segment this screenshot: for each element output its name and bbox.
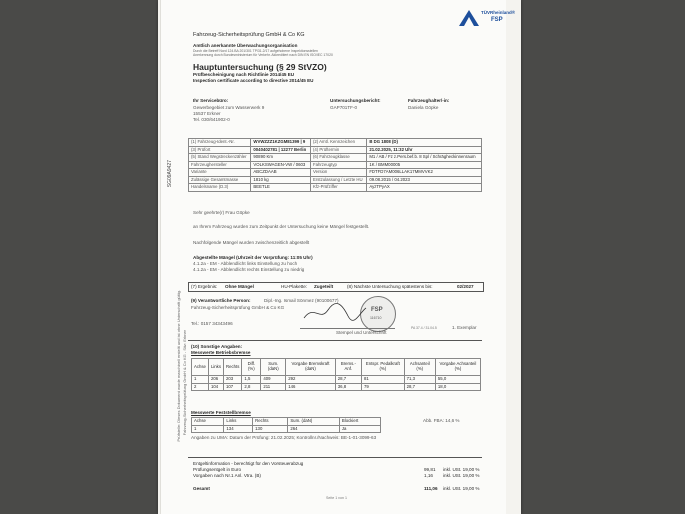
seal-number: 116710	[370, 316, 382, 320]
field-label: Version	[310, 169, 366, 177]
table-cell: 2	[192, 383, 209, 391]
signature	[300, 300, 370, 324]
table-cell: 107	[223, 383, 241, 391]
fixed-note: Nachfolgende Mängel wurden zwischenzeitlich abgestellt	[193, 240, 310, 245]
responsible-value: Dipl.-Ing. Ismail Sönmez (90100677)	[264, 298, 339, 303]
table-cell: 409	[261, 376, 286, 384]
field-value: 1810 kg	[251, 176, 311, 184]
table-cell: 134	[224, 425, 253, 433]
defect-item-1: 4.1.2a - EM - Abblendlicht links Einstellung zu hoch	[193, 261, 298, 266]
table-cell: 28,7	[335, 376, 361, 384]
plakette-label: HU-Plakette:	[281, 284, 308, 289]
field-label: Fahrzeugtyp	[310, 161, 366, 169]
column-header: Achse	[192, 418, 224, 426]
fee-amount: 99,81	[424, 467, 436, 472]
brake-table	[191, 358, 481, 391]
field-value: WVWZZZ1KZGM81399 | 9	[251, 139, 311, 147]
doc-code: PA 37.4 / 31.04.5	[411, 326, 437, 330]
table-cell: 211	[261, 383, 286, 391]
table-cell: 79	[362, 383, 405, 391]
defects-title: Abgestellte Mängel (Uhrzeit der Vorprüfung: 11:05 Uhr)	[193, 255, 313, 260]
field-value: BEETLE	[251, 184, 311, 192]
table-cell: 264	[288, 425, 340, 433]
column-header: Achse	[192, 359, 209, 376]
field-label: Handelsname (D.3)	[189, 184, 251, 192]
parking-table	[191, 417, 381, 433]
uma-info: Angaben zu UMA: Datum der Prüfung: 21.02.2025; Kontrollnr./Nachweis: BE-1-01-3099-63	[191, 435, 377, 440]
field-label: (5) Stand Wegstreckenzähler	[189, 154, 251, 162]
service-line-2: 15537 Erkner	[193, 111, 221, 116]
report-label: Untersuchungsbericht:	[330, 98, 381, 103]
field-value: 1K / BMM00005	[367, 161, 482, 169]
field-label: Zulässige Gesamtmasse	[189, 176, 251, 184]
table-cell: 1	[192, 376, 209, 384]
margin-serial: SG09A9427	[167, 160, 173, 188]
field-label: (3) Prüfort	[189, 146, 251, 154]
fee-label: Entgeltinformation - berechtigt für den Vorsteuerabzug	[193, 461, 304, 466]
fee-tax: inkl. USt. 19,00 %	[443, 467, 480, 472]
table-row	[192, 383, 481, 391]
field-label: Variante	[189, 169, 251, 177]
tuv-brand: TÜVRheinland®	[481, 10, 516, 15]
company-name: Fahrzeug-Sicherheitsprüfung GmbH & Co KG	[193, 32, 305, 38]
table-cell: 146	[286, 383, 336, 391]
field-value: VOLKSWAGEN-VW / 0603	[251, 161, 311, 169]
parking-title: Messwerte Feststellbremse	[191, 410, 251, 415]
field-label: (1) Fahrzeug-Ident.-Nr.	[189, 139, 251, 147]
report-value: GAP701TF-0	[330, 105, 358, 110]
field-label: Kfz-Prüfziffer	[310, 184, 366, 192]
service-line-3: Tel. 030/641902-0	[193, 117, 230, 122]
column-header: Vorgabe Achsanteil (%)	[435, 359, 480, 376]
org-title: Amtlich anerkannte Überwachungsorganisation	[193, 43, 298, 48]
margin-text-1: Prüfstelle: Dieses Dokument wurde maschinell erstellt und ist ohne Unterschrift gültig.	[176, 290, 181, 442]
column-header: Rechts	[253, 418, 288, 426]
abb-fba: Abb. FBA: 14,6 %	[423, 418, 460, 423]
column-header: Vorgabe Bremskraft (daN)	[286, 359, 336, 376]
table-cell: 2,8	[242, 383, 261, 391]
brakes-title: (10) Sonstige Angaben:	[191, 344, 243, 349]
table-cell: 292	[286, 376, 336, 384]
field-value: 90890 Km	[251, 154, 311, 162]
table-row	[189, 176, 482, 184]
field-value: 0040402781 | 12277 Berlin	[251, 146, 311, 154]
section-divider	[188, 340, 482, 341]
responsible-company: Fahrzeug-Sicherheitsprüfung GmbH & Co KG	[191, 305, 285, 310]
greeting: Sehr geehrte(r) Frau Göpke	[193, 210, 250, 215]
table-row	[192, 376, 481, 384]
column-header: Brems.-Anf.	[335, 359, 361, 376]
table-row	[189, 161, 482, 169]
table-row	[192, 425, 381, 433]
fee-label: Prüfungsentgelt in Euro	[193, 467, 242, 472]
table-cell: Ja	[339, 425, 380, 433]
field-label: Fahrzeughersteller	[189, 161, 251, 169]
fee-label: Vorgaben nach Nr.1 Anl. Vtra. (B)	[193, 473, 261, 478]
column-header: Achsanteil (%)	[404, 359, 435, 376]
org-line-1: Durch die Betreff Nord 124.BA 201/301 TP/31.2/17 aufgehobene Inspektionsstellen	[193, 49, 318, 53]
table-cell: 36,8	[335, 383, 361, 391]
field-value: M1 / AB / Fz z.Pers.bef.b. 8 Spl / Schrägheckinnenraum	[367, 154, 482, 162]
page-footer: Seite 1 von 1	[326, 496, 347, 500]
table-row	[189, 146, 482, 154]
field-label: Erstzulassung / Letzte HU	[310, 176, 366, 184]
field-value: FDTFD7AM006LLAK17MMVVK2	[367, 169, 482, 177]
fee-label: Gesamt	[193, 486, 210, 491]
field-label: (6) Fahrzeugklasse	[310, 154, 366, 162]
table-cell: 28,7	[404, 383, 435, 391]
tuv-sub: FSP	[491, 17, 503, 23]
signature-line	[300, 328, 395, 329]
table-row	[189, 169, 482, 177]
tuv-logo	[455, 8, 516, 35]
fees-divider	[188, 457, 482, 458]
owner-value: Daniela Göpke	[408, 105, 439, 110]
vehicle-table	[188, 138, 482, 192]
defect-item-2: 4.1.2a - EM - Abblendlicht rechts Einstellung zu niedrig	[193, 267, 305, 272]
owner-label: Fahrzeughalter/-in:	[408, 98, 450, 103]
stamp-label: Stempel und Unterschrift	[336, 330, 387, 335]
table-cell: 1	[192, 425, 224, 433]
fee-tax: inkl. USt. 19,00 %	[443, 473, 480, 478]
copy-label: 1. Exemplar	[452, 325, 477, 330]
margin-text-2: Fahrzeug-Sicherheitsprüfung GmbH & Co KG - Sitz: Erkner	[182, 330, 187, 436]
column-header: Links	[224, 418, 253, 426]
seal-text: FSP	[371, 307, 383, 313]
plakette-value: Zugeteilt	[314, 284, 334, 289]
column-header: Diff. (%)	[242, 359, 261, 376]
responsible-label: (9) Verantwortliche Person:	[191, 298, 251, 303]
title-sub-2: Inspection certificate according to directive 2014/45 EU	[193, 78, 314, 83]
column-header: Rechts	[223, 359, 241, 376]
column-header: Entspr. Pedalkraft (%)	[362, 359, 405, 376]
org-line-2: Anerkennung durch Bundesministerium für Verkehr. Akkreditiert nach DIN EN ISO/IEC 17020	[193, 53, 333, 57]
table-cell: 203	[223, 376, 241, 384]
column-header: Blockiert	[339, 418, 380, 426]
page-title: Hauptuntersuchung (§ 29 StVZO)	[193, 62, 327, 72]
field-value: ABCZDAAB	[251, 169, 311, 177]
table-cell: 130	[253, 425, 288, 433]
fee-amount: 1,16	[424, 473, 433, 478]
next-value: 02/2027	[457, 284, 474, 289]
column-header: Sum. (daN)	[261, 359, 286, 376]
table-cell: 1,5	[242, 376, 261, 384]
service-label: Ihr Servicebüro:	[193, 98, 229, 103]
field-label: (4) Prüftermin	[310, 146, 366, 154]
table-cell: 206	[208, 376, 223, 384]
table-cell: 55,0	[435, 376, 480, 384]
brakes-subtitle: Messwerte Betriebsbremse	[191, 350, 251, 355]
table-cell: 104	[208, 383, 223, 391]
table-cell: 71,3	[404, 376, 435, 384]
field-value: 09.08.2015 / 04.2023	[367, 176, 482, 184]
table-cell: 81	[362, 376, 405, 384]
result-label: (7) Ergebnis:	[191, 284, 218, 289]
responsible-tel: Tel.: 0157 34343496	[191, 321, 233, 326]
table-row	[189, 154, 482, 162]
field-label: (2) Amtl. Kennzeichen	[310, 139, 366, 147]
field-value: B DG 1808 (D)	[367, 139, 482, 147]
table-row	[189, 139, 482, 147]
column-header: Links	[208, 359, 223, 376]
column-header: Sum. (daN)	[288, 418, 340, 426]
next-label: (8) Nächste Untersuchung spätestens bis:	[347, 284, 433, 289]
field-value: 21.02.2025, 11:32 Uhr	[367, 146, 482, 154]
table-cell: 18,0	[435, 383, 480, 391]
result-box	[188, 282, 484, 292]
result-value: Ohne Mängel	[225, 284, 254, 289]
fee-amount: 111,06	[424, 486, 438, 491]
field-value: AyzTPyAX	[367, 184, 482, 192]
table-row	[189, 184, 482, 192]
letter-body: an Ihrem Fahrzeug wurden zum Zeitpunkt der Untersuchung keine Mängel festgestellt.	[193, 224, 370, 229]
fee-tax: inkl. USt. 19,00 %	[443, 486, 480, 491]
service-line-1: Gewerbegebiet zum Wasserwerk 9	[193, 105, 265, 110]
title-sub-1: Prüfbescheinigung nach Richtlinie 2014/45 EU	[193, 72, 295, 77]
